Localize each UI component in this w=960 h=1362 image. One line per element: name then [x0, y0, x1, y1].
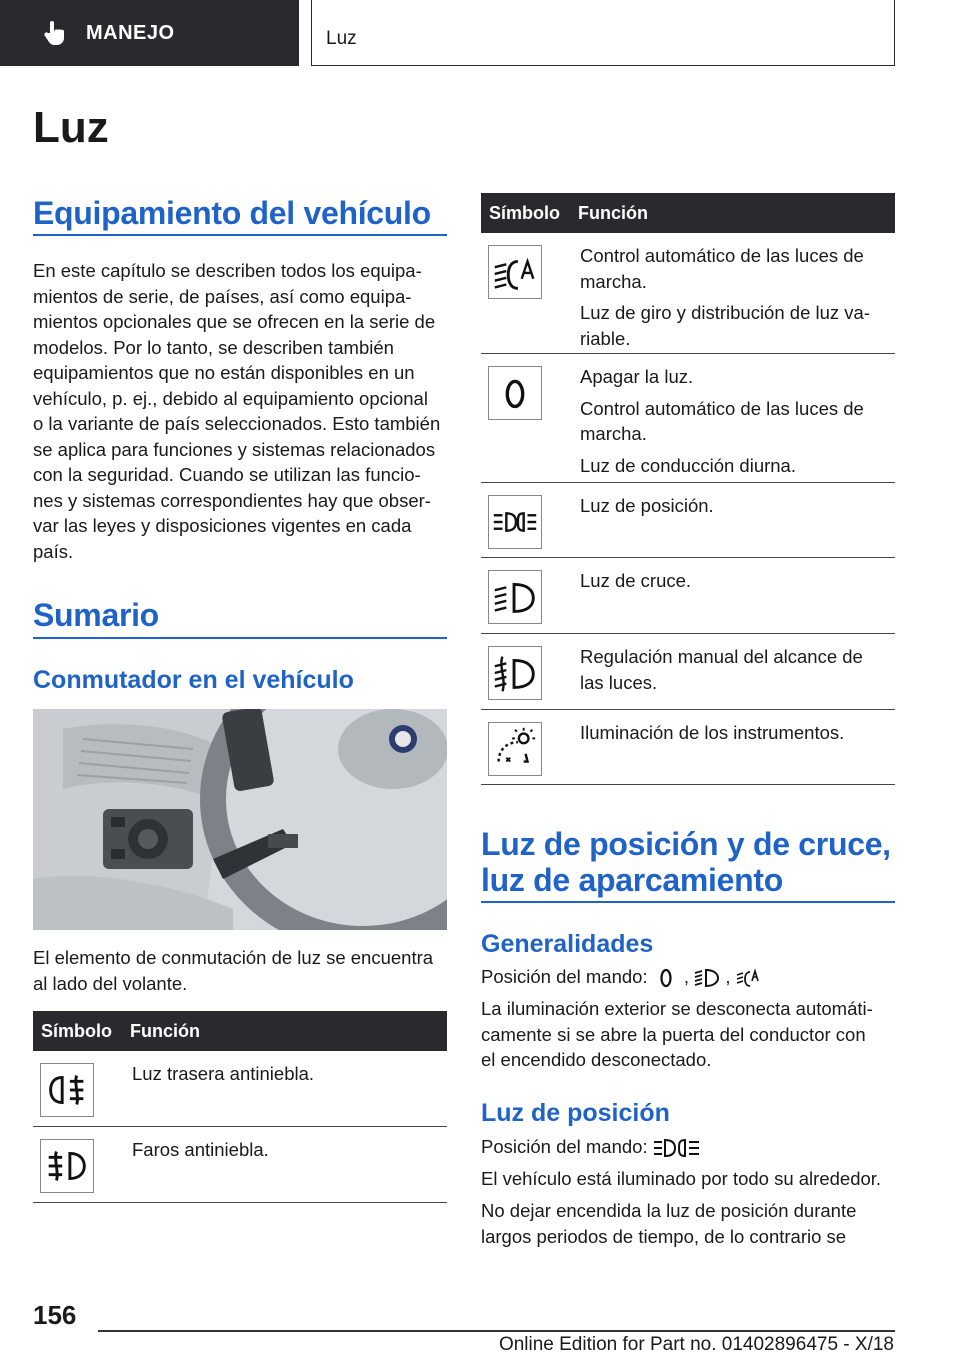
auto-headlight-icon	[736, 965, 762, 991]
page-number: 156	[33, 1300, 77, 1330]
row-text: Control automático de las luces de marcha. Luz de giro y distribución de luz va-riable.	[580, 245, 870, 349]
table-header	[481, 193, 895, 233]
light-switch-photo	[33, 709, 447, 930]
headlight-range-icon	[488, 646, 542, 700]
table-row	[481, 483, 895, 558]
chapter-label: Luz	[326, 28, 357, 49]
parking-light-icon	[488, 495, 542, 549]
table-row	[481, 233, 895, 354]
equipamiento-paragraph: En este capítulo se describen todos los equipa- mientos de serie, de países, así como equipa- mientos opcionales que se ofrecen en la serie de modelos. Por lo tanto, se describen también equipamientos que no están disponibles en un vehículo, p. ej., debido al equipamiento opcional o la variante de país seleccionados. Esto también se aplica para funciones y sistemas relacionados con la seguridad. Cuando se utilizan las funcio- nes y sistemas correspondientes hay que obser- var las leyes y disposiciones vigentes en cada país.	[33, 260, 441, 562]
table-row	[481, 634, 895, 710]
row-text: Regulación manual del alcance de las luces.	[580, 646, 863, 693]
heading-equipamiento: Equipamiento del vehículo	[33, 195, 431, 231]
heading-generalidades: Generalidades	[481, 930, 654, 958]
table-header	[33, 1011, 447, 1051]
generalidades-paragraph: La iluminación exterior se desconecta automáti- camente si se abre la puerta del conductor con el encendido desconectado.	[481, 998, 873, 1070]
heading-posicion-cruce: Luz de posición y de cruce, luz de aparcamiento	[481, 826, 891, 898]
heading-rule	[481, 901, 895, 903]
heading-conmutador: Conmutador en el vehículo	[33, 666, 354, 694]
row-text: Apagar la luz. Control automático de las luces de marcha. Luz de conducción diurna.	[580, 366, 864, 476]
row-text: Luz de cruce.	[580, 570, 692, 591]
front-fog-light-icon	[40, 1139, 94, 1193]
low-beam-icon	[488, 570, 542, 624]
section-label: MANEJO	[86, 21, 175, 44]
hand-icon	[40, 18, 70, 48]
light-off-icon	[653, 965, 679, 991]
instrument-lighting-icon	[488, 722, 542, 776]
table-row	[481, 558, 895, 634]
footer-rule	[98, 1330, 895, 1332]
luz-posicion-paragraph-1: El vehículo está iluminado por todo su alrededor.	[481, 1168, 882, 1189]
heading-luz-posicion: Luz de posición	[481, 1099, 670, 1127]
footer-edition: Online Edition for Part no. 01402896475 - X/18	[498, 1334, 894, 1355]
light-off-icon	[488, 366, 542, 420]
chapter-header	[311, 0, 895, 66]
heading-rule	[33, 637, 447, 639]
col-symbol: Símbolo	[41, 1020, 112, 1041]
row-text: Luz trasera antiniebla.	[132, 1063, 315, 1084]
col-function: Función	[578, 202, 648, 223]
left-symbol-table	[33, 1011, 447, 1203]
table-row	[481, 710, 895, 785]
low-beam-icon	[694, 965, 720, 991]
heading-sumario: Sumario	[33, 597, 159, 633]
luz-posicion-position: Posición del mando:	[481, 1134, 901, 1161]
row-text: Faros antiniebla.	[132, 1139, 269, 1160]
col-symbol: Símbolo	[489, 202, 560, 223]
parking-light-icon	[653, 1135, 701, 1161]
table-row	[33, 1127, 447, 1203]
table-row	[481, 354, 895, 483]
page-title: Luz	[33, 103, 109, 152]
col-function: Función	[130, 1020, 200, 1041]
row-text: Iluminación de los instrumentos.	[580, 722, 845, 743]
conmutador-paragraph: El elemento de conmutación de luz se encuentra al lado del volante.	[33, 947, 434, 994]
rear-fog-light-icon	[40, 1063, 94, 1117]
heading-rule	[33, 234, 447, 236]
generalidades-position: Posición del mando: , ,	[481, 964, 901, 991]
table-row	[33, 1051, 447, 1127]
right-symbol-table	[481, 193, 895, 785]
section-tab[interactable]	[0, 0, 299, 66]
luz-posicion-paragraph-2: No dejar encendida la luz de posición durante largos periodos de tiempo, de lo contrario se	[481, 1200, 857, 1247]
auto-headlight-icon	[488, 245, 542, 299]
row-text: Luz de posición.	[580, 495, 714, 516]
